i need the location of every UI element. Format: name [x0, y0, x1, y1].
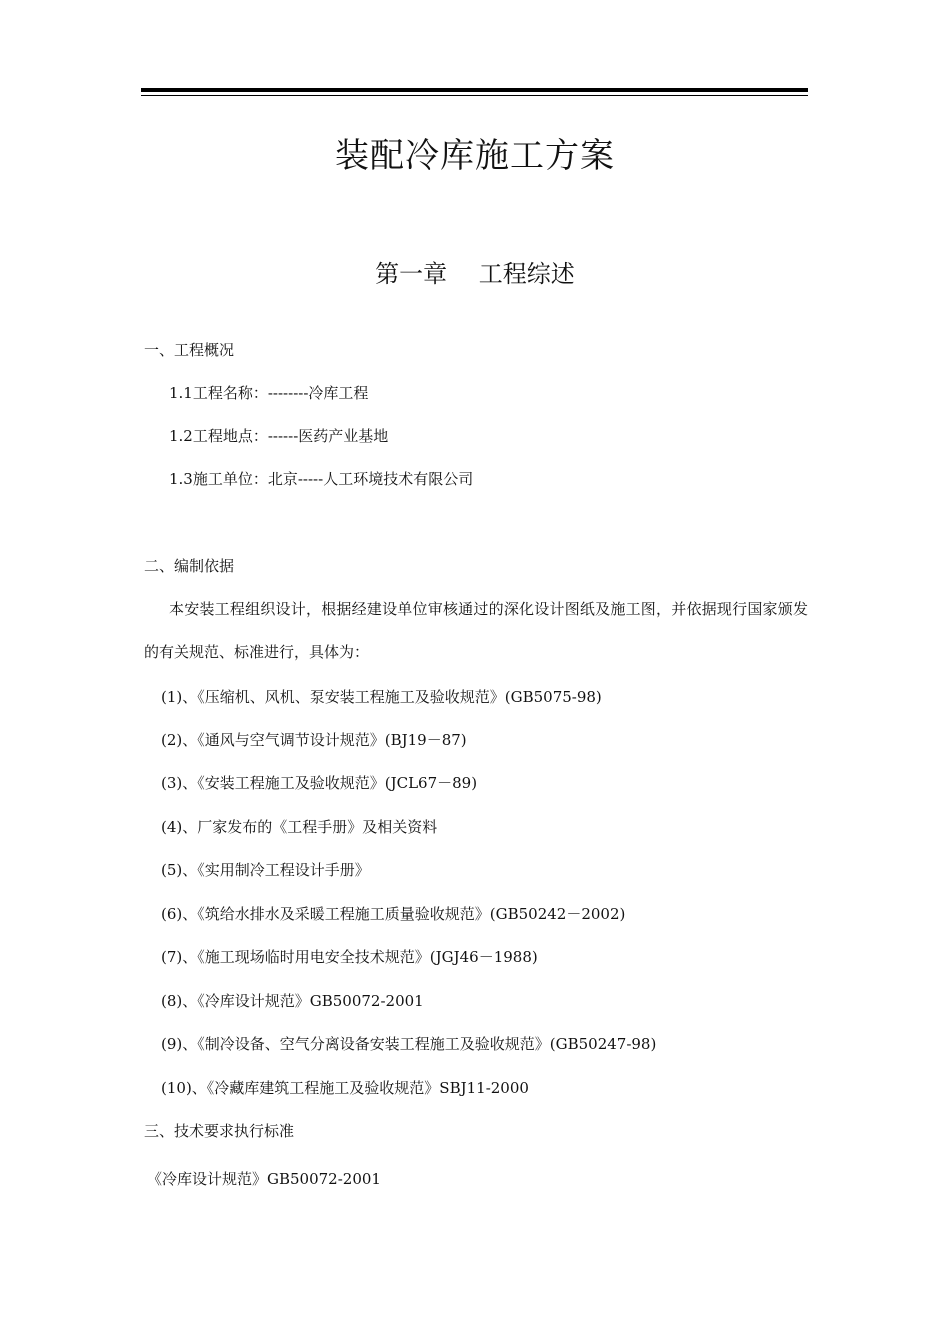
project-location-line: 1.2工程地点：------医药产业基地 — [169, 427, 389, 445]
chapter-heading: 第一章 工程综述 — [375, 260, 575, 288]
section-heading-basis: 二、编制依据 — [144, 557, 235, 575]
reference-item: (7)、《施工现场临时用电安全技术规范》(JGJ46－1988) — [161, 948, 538, 966]
reference-item: (3)、《安装工程施工及验收规范》(JCL67－89) — [161, 774, 478, 792]
section-heading-overview: 一、工程概况 — [144, 341, 235, 359]
reference-item: (9)、《制冷设备、空气分离设备安装工程施工及验收规范》(GB50247-98) — [161, 1035, 657, 1053]
document-title: 装配冷库施工方案 — [335, 136, 615, 176]
contractor-line: 1.3施工单位：北京-----人工环境技术有限公司 — [169, 470, 474, 488]
header-rule-thick — [141, 88, 808, 92]
header-rule-thin — [141, 95, 808, 96]
reference-item: (5)、《实用制冷工程设计手册》 — [161, 861, 370, 879]
basis-paragraph: 本安装工程组织设计，根据经建设单位审核通过的深化设计图纸及施工图，并依据现行国家颁发的有关规范、标准进行，具体为： — [144, 600, 808, 661]
reference-item: (6)、《筑给水排水及采暖工程施工质量验收规范》(GB50242－2002) — [161, 905, 626, 923]
standard-item: 《冷库设计规范》GB50072-2001 — [147, 1170, 381, 1188]
section-heading-standards: 三、技术要求执行标准 — [144, 1122, 295, 1140]
reference-item: (4)、厂家发布的《工程手册》及相关资料 — [161, 818, 438, 836]
project-name-line: 1.1工程名称：--------冷库工程 — [169, 384, 369, 402]
reference-item: (10)、《冷藏库建筑工程施工及验收规范》SBJ11-2000 — [161, 1079, 529, 1097]
reference-item: (2)、《通风与空气调节设计规范》(BJ19－87) — [161, 731, 467, 749]
reference-item: (8)、《冷库设计规范》GB50072-2001 — [161, 992, 424, 1010]
reference-item: (1)、《压缩机、风机、泵安装工程施工及验收规范》(GB5075-98) — [161, 688, 602, 706]
